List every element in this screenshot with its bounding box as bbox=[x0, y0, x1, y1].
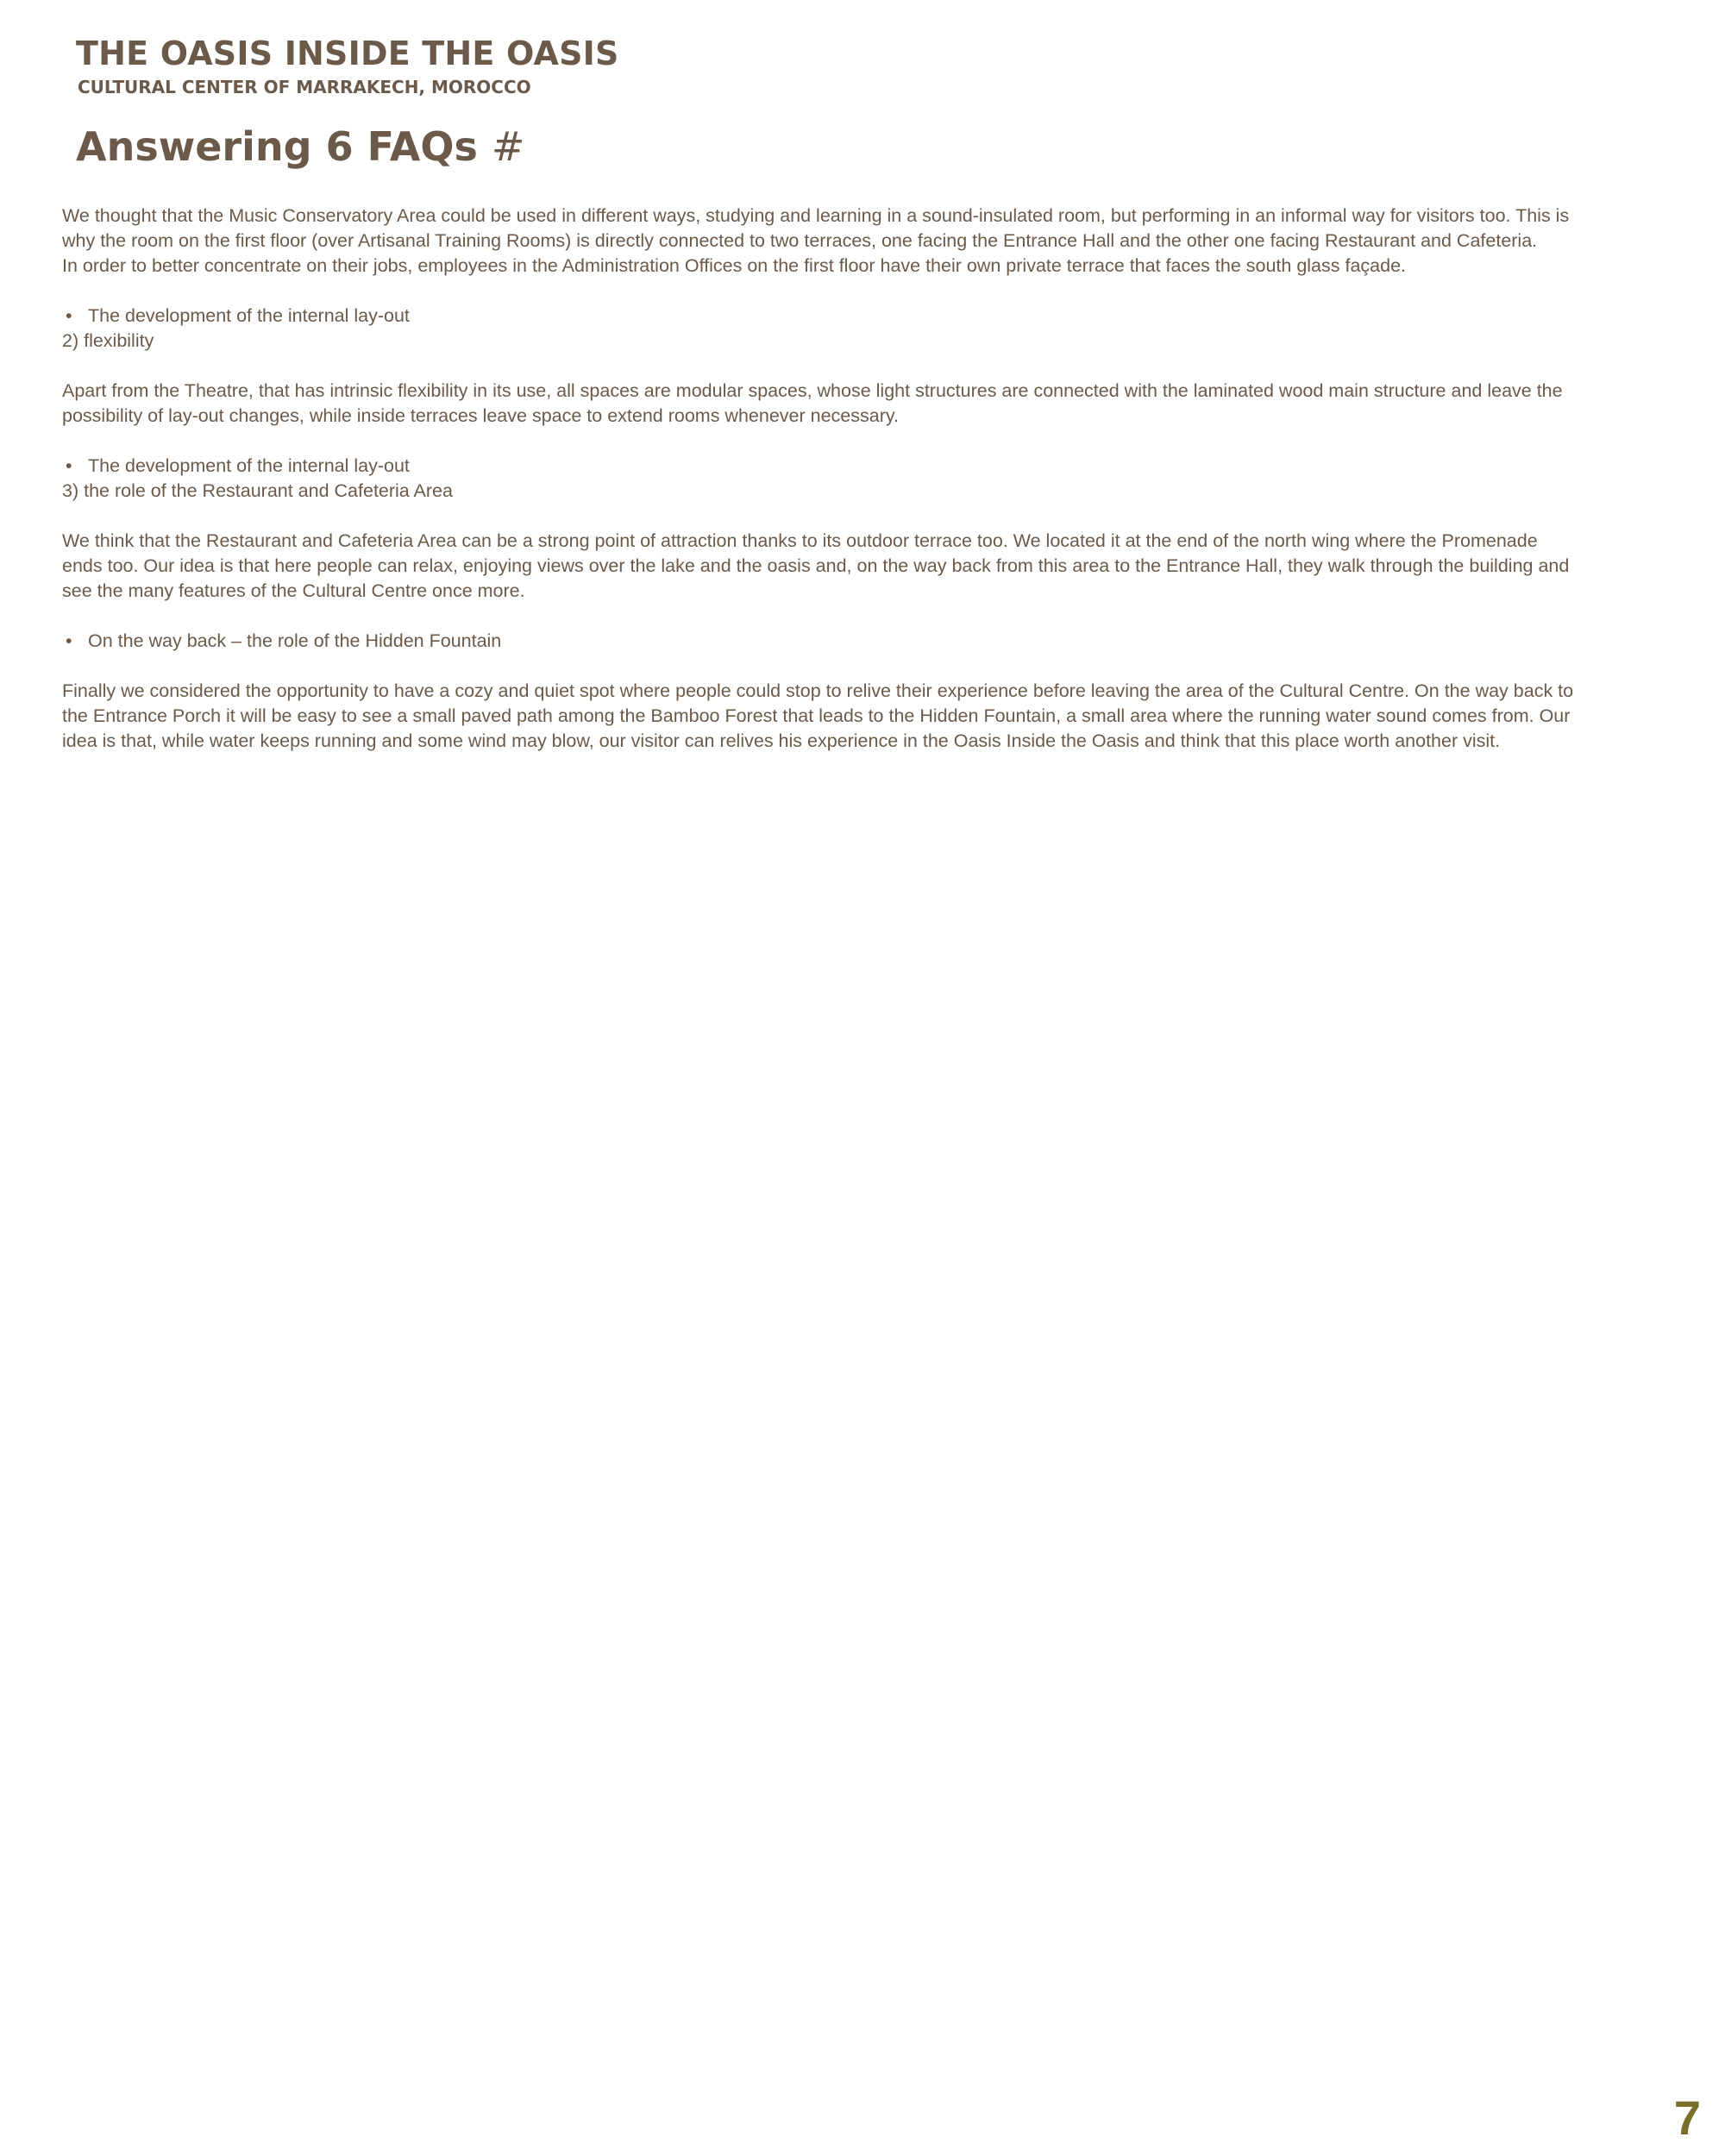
bullet-text: The development of the internal lay-out bbox=[88, 455, 410, 476]
paragraph-hidden-fountain bbox=[62, 679, 1666, 754]
section-heading-hash: # bbox=[491, 123, 525, 170]
bullet-text: The development of the internal lay-out bbox=[88, 305, 410, 326]
paragraph-line: We thought that the Music Conservatory Area could be used in different ways, studying and learning in a sound-insulated room, but performing in an informal way for visitors too. This is bbox=[62, 205, 1570, 226]
body-content bbox=[62, 204, 1666, 754]
paragraph-music-conservatory bbox=[62, 204, 1666, 279]
paragraph-line: the Entrance Porch it will be easy to see a small paved path among the Bamboo Forest that leads to the Hidden Fountain, a small area where the running water sound comes from. Our bbox=[62, 705, 1571, 726]
bullet-icon: • bbox=[66, 305, 72, 326]
paragraph-restaurant bbox=[62, 529, 1666, 604]
paragraph-line: We think that the Restaurant and Cafeteria Area can be a strong point of attraction thanks to its outdoor terrace too. We located it at the end of the north wing where the Promenade bbox=[62, 530, 1538, 551]
subheading-flexibility: 2) flexibility bbox=[62, 330, 154, 351]
paragraph-line: see the many features of the Cultural Centre once more. bbox=[62, 580, 525, 601]
section-heading bbox=[76, 122, 524, 171]
paragraph-line: Finally we considered the opportunity to have a cozy and quiet spot where people could stop to relive their experience before leaving the area of the Cultural Centre. On the way back to bbox=[62, 680, 1574, 701]
bullet-item bbox=[62, 629, 1666, 654]
paragraph-line: idea is that, while water keeps running and some wind may blow, our visitor can relives his experience in the Oasis Inside the Oasis and think that this place worth another visit. bbox=[62, 730, 1501, 751]
bullet-text: On the way back – the role of the Hidden Fountain bbox=[88, 630, 502, 651]
paragraph-line: ends too. Our idea is that here people can relax, enjoying views over the lake and the oasis and, on the way back from this area to the Entrance Hall, they walk through the building and bbox=[62, 555, 1570, 576]
document-title: THE OASIS INSIDE THE OASIS bbox=[76, 34, 619, 72]
paragraph-line: possibility of lay-out changes, while inside terraces leave space to extend rooms whenever necessary. bbox=[62, 405, 899, 426]
bullet-icon: • bbox=[66, 630, 72, 651]
subheading-restaurant-role: 3) the role of the Restaurant and Cafeteria Area bbox=[62, 480, 453, 501]
document-subtitle: CULTURAL CENTER OF MARRAKECH, MOROCCO bbox=[78, 77, 531, 97]
bullet-item bbox=[62, 304, 1666, 329]
page-number: 7 bbox=[1673, 2090, 1701, 2145]
paragraph-line: why the room on the first floor (over Artisanal Training Rooms) is directly connected to two terraces, one facing the Entrance Hall and the other one facing Restaurant and Cafeteria. bbox=[62, 230, 1538, 251]
paragraph-line: In order to better concentrate on their jobs, employees in the Administration Offices on the first floor have their own private terrace that faces the south glass façade. bbox=[62, 255, 1407, 276]
paragraph-flexibility bbox=[62, 379, 1666, 429]
paragraph-line: Apart from the Theatre, that has intrinsic flexibility in its use, all spaces are modular spaces, whose light structures are connected with the laminated wood main structure and leave the bbox=[62, 380, 1563, 401]
bullet-item bbox=[62, 454, 1666, 479]
document-header bbox=[76, 33, 619, 98]
section-heading-text: Answering 6 FAQs bbox=[76, 123, 478, 170]
bullet-icon: • bbox=[66, 455, 72, 476]
